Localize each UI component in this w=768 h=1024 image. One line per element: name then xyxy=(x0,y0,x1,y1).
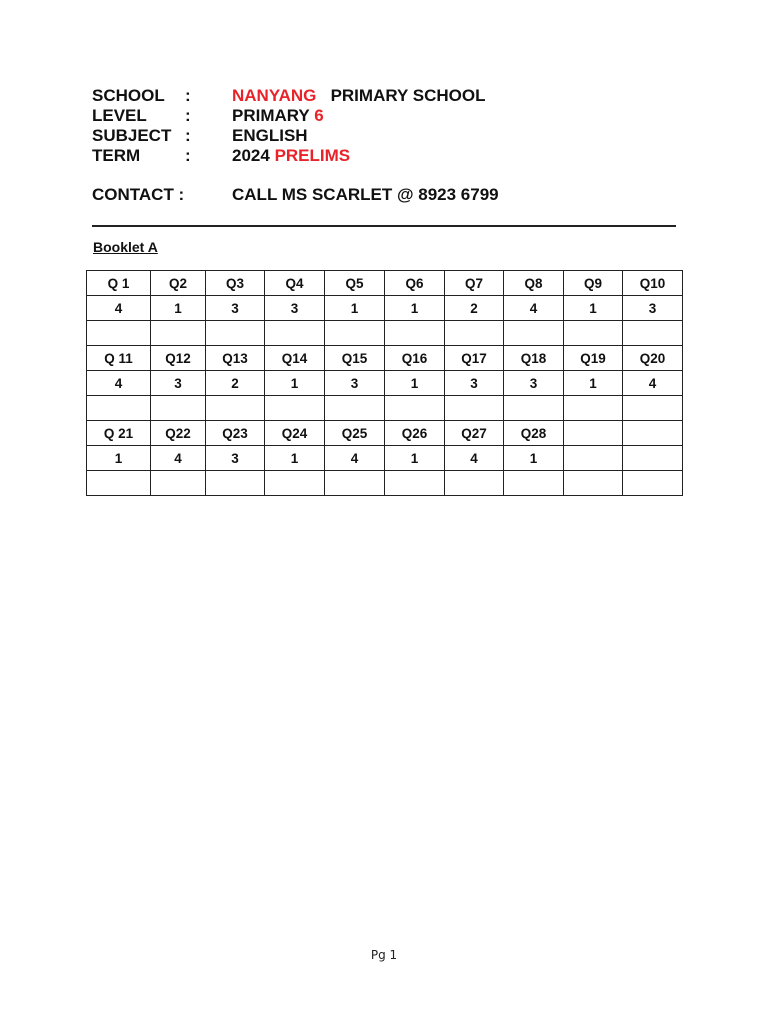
header-divider xyxy=(92,225,676,227)
booklet-title: Booklet A xyxy=(93,239,158,255)
question-cell: Q13 xyxy=(206,346,265,371)
blank-cell xyxy=(151,471,206,496)
term-year: 2024 xyxy=(232,146,270,165)
blank-cell xyxy=(564,321,623,346)
answer-cell: 3 xyxy=(151,371,206,396)
blank-cell xyxy=(87,471,151,496)
question-cell: Q10 xyxy=(623,271,683,296)
contact-value: CALL MS SCARLET @ 8923 6799 xyxy=(232,185,499,204)
answer-cell: 1 xyxy=(265,371,325,396)
answer-cell: 1 xyxy=(385,446,445,471)
question-cell: Q8 xyxy=(504,271,564,296)
answer-cell: 3 xyxy=(206,446,265,471)
answer-cell: 1 xyxy=(325,296,385,321)
blank-cell xyxy=(445,396,504,421)
question-cell: Q2 xyxy=(151,271,206,296)
blank-cell xyxy=(325,396,385,421)
blank-cell xyxy=(151,321,206,346)
answer-cell: 3 xyxy=(206,296,265,321)
answer-cell: 1 xyxy=(385,296,445,321)
answer-cell: 4 xyxy=(325,446,385,471)
answer-cell: 4 xyxy=(87,371,151,396)
question-cell: Q 1 xyxy=(87,271,151,296)
answer-cell: 4 xyxy=(623,371,683,396)
answer-table xyxy=(86,270,683,496)
answer-cell xyxy=(564,446,623,471)
term-colon: : xyxy=(185,146,191,165)
subject-colon: : xyxy=(185,126,191,145)
blank-cell xyxy=(385,321,445,346)
term-value xyxy=(232,146,350,166)
school-name-rest: PRIMARY SCHOOL xyxy=(330,86,486,105)
level-text: PRIMARY xyxy=(232,106,310,125)
blank-cell xyxy=(87,396,151,421)
level-number-highlight: 6 xyxy=(314,106,324,125)
school-label: SCHOOL xyxy=(92,86,165,105)
question-cell: Q15 xyxy=(325,346,385,371)
question-row xyxy=(87,421,683,446)
school-name-highlight: NANYANG xyxy=(232,86,317,105)
blank-cell xyxy=(564,396,623,421)
blank-row xyxy=(87,396,683,421)
blank-cell xyxy=(325,471,385,496)
level-value xyxy=(232,106,324,126)
term-name-highlight: PRELIMS xyxy=(274,146,351,165)
question-cell xyxy=(623,421,683,446)
answer-cell: 3 xyxy=(445,371,504,396)
question-cell: Q23 xyxy=(206,421,265,446)
term-label: TERM xyxy=(92,146,141,165)
subject-label: SUBJECT xyxy=(92,126,172,145)
blank-cell xyxy=(265,321,325,346)
blank-cell xyxy=(265,396,325,421)
subject-value: ENGLISH xyxy=(232,126,308,145)
question-cell: Q20 xyxy=(623,346,683,371)
answer-cell: 4 xyxy=(151,446,206,471)
blank-row xyxy=(87,471,683,496)
page-number: Pg 1 xyxy=(370,948,398,962)
blank-cell xyxy=(504,396,564,421)
answer-row xyxy=(87,296,683,321)
blank-cell xyxy=(206,321,265,346)
question-cell: Q27 xyxy=(445,421,504,446)
answer-cell: 1 xyxy=(265,446,325,471)
answer-cell: 1 xyxy=(151,296,206,321)
answer-cell: 4 xyxy=(87,296,151,321)
level-label: LEVEL xyxy=(92,106,147,125)
question-cell: Q22 xyxy=(151,421,206,446)
question-row xyxy=(87,271,683,296)
blank-cell xyxy=(265,471,325,496)
blank-cell xyxy=(151,396,206,421)
question-cell: Q16 xyxy=(385,346,445,371)
answer-cell: 1 xyxy=(564,296,623,321)
blank-cell xyxy=(445,321,504,346)
answer-cell: 3 xyxy=(623,296,683,321)
blank-cell xyxy=(385,396,445,421)
question-cell: Q19 xyxy=(564,346,623,371)
level-colon: : xyxy=(185,106,191,125)
question-cell: Q4 xyxy=(265,271,325,296)
blank-cell xyxy=(623,396,683,421)
answer-cell: 3 xyxy=(265,296,325,321)
question-cell: Q3 xyxy=(206,271,265,296)
answer-cell: 4 xyxy=(504,296,564,321)
blank-cell xyxy=(504,321,564,346)
question-cell: Q7 xyxy=(445,271,504,296)
blank-cell xyxy=(87,321,151,346)
question-cell xyxy=(564,421,623,446)
question-cell: Q14 xyxy=(265,346,325,371)
answer-row xyxy=(87,446,683,471)
answer-cell: 3 xyxy=(504,371,564,396)
answer-cell: 3 xyxy=(325,371,385,396)
blank-cell xyxy=(206,471,265,496)
answer-cell: 4 xyxy=(445,446,504,471)
blank-cell xyxy=(623,471,683,496)
answer-row xyxy=(87,371,683,396)
question-cell: Q9 xyxy=(564,271,623,296)
question-cell: Q17 xyxy=(445,346,504,371)
question-cell: Q24 xyxy=(265,421,325,446)
school-value xyxy=(232,86,485,106)
question-cell: Q12 xyxy=(151,346,206,371)
question-cell: Q18 xyxy=(504,346,564,371)
blank-row xyxy=(87,321,683,346)
school-colon: : xyxy=(185,86,191,105)
question-cell: Q5 xyxy=(325,271,385,296)
question-cell: Q28 xyxy=(504,421,564,446)
answer-cell: 1 xyxy=(564,371,623,396)
question-cell: Q6 xyxy=(385,271,445,296)
question-cell: Q 11 xyxy=(87,346,151,371)
blank-cell xyxy=(504,471,564,496)
question-cell: Q 21 xyxy=(87,421,151,446)
answer-cell xyxy=(623,446,683,471)
answer-cell: 1 xyxy=(87,446,151,471)
question-row xyxy=(87,346,683,371)
answer-cell: 2 xyxy=(206,371,265,396)
question-cell: Q25 xyxy=(325,421,385,446)
answer-cell: 1 xyxy=(504,446,564,471)
blank-cell xyxy=(206,396,265,421)
answer-cell: 2 xyxy=(445,296,504,321)
answer-cell: 1 xyxy=(385,371,445,396)
contact-label: CONTACT : xyxy=(92,185,185,204)
blank-cell xyxy=(564,471,623,496)
blank-cell xyxy=(385,471,445,496)
blank-cell xyxy=(445,471,504,496)
question-cell: Q26 xyxy=(385,421,445,446)
blank-cell xyxy=(325,321,385,346)
blank-cell xyxy=(623,321,683,346)
